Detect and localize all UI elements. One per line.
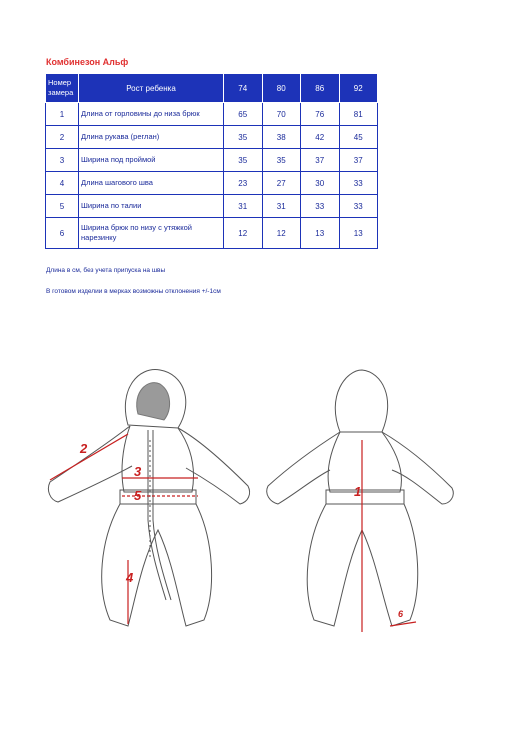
- row-value: 13: [301, 218, 340, 249]
- row-number: 1: [46, 103, 79, 126]
- row-parameter: Длина от горловины до низа брюк: [79, 103, 224, 126]
- diagram-label-3: 3: [134, 464, 142, 479]
- row-value: 35: [224, 149, 263, 172]
- row-parameter: Длина шагового шва: [79, 172, 224, 195]
- product-title: Комбинезон Альф: [46, 57, 129, 67]
- row-value: 33: [339, 195, 378, 218]
- diagram-label-4: 4: [126, 570, 134, 585]
- row-value: 65: [224, 103, 263, 126]
- row-number: 6: [46, 218, 79, 249]
- row-value: 27: [262, 172, 301, 195]
- row-value: 76: [301, 103, 340, 126]
- diagram-label-1: 1: [354, 484, 362, 499]
- row-value: 31: [224, 195, 263, 218]
- table-row: [46, 172, 378, 195]
- header-measurement-number: Номер замера: [46, 74, 79, 103]
- row-value: 42: [301, 126, 340, 149]
- row-value: 37: [301, 149, 340, 172]
- row-value: 38: [262, 126, 301, 149]
- row-value: 12: [262, 218, 301, 249]
- diagram-label-6: 6: [398, 609, 404, 619]
- row-parameter: Ширина под проймой: [79, 149, 224, 172]
- row-value: 35: [224, 126, 263, 149]
- row-parameter: Ширина брюк по низу с утяжкой нарезинку: [79, 218, 224, 249]
- row-value: 33: [339, 172, 378, 195]
- row-value: 12: [224, 218, 263, 249]
- header-height: Рост ребенка: [79, 74, 224, 103]
- diagram-label-2: 2: [80, 441, 88, 456]
- measure-line-2: [50, 434, 128, 480]
- row-value: 37: [339, 149, 378, 172]
- row-number: 3: [46, 149, 79, 172]
- table-row: [46, 126, 378, 149]
- row-value: 70: [262, 103, 301, 126]
- row-value: 31: [262, 195, 301, 218]
- row-value: 23: [224, 172, 263, 195]
- header-size-80: 80: [262, 74, 301, 103]
- table-row: [46, 103, 378, 126]
- row-value: 13: [339, 218, 378, 249]
- table-row: [46, 195, 378, 218]
- row-value: 81: [339, 103, 378, 126]
- row-parameter: Длина рукава (реглан): [79, 126, 224, 149]
- row-value: 45: [339, 126, 378, 149]
- units-note: Длина в см, без учета припуска на швы: [46, 267, 166, 274]
- table-row: [46, 149, 378, 172]
- tolerance-note: В готовом изделии в мерках возможны отклонения +/-1см: [46, 288, 221, 295]
- header-size-74: 74: [224, 74, 263, 103]
- row-value: 33: [301, 195, 340, 218]
- header-size-92: 92: [339, 74, 378, 103]
- row-number: 4: [46, 172, 79, 195]
- row-number: 2: [46, 126, 79, 149]
- table-header-row: [46, 74, 378, 103]
- row-parameter: Ширина по талии: [79, 195, 224, 218]
- row-value: 35: [262, 149, 301, 172]
- front-view: [48, 370, 249, 626]
- header-size-86: 86: [301, 74, 340, 103]
- size-table: [45, 73, 378, 249]
- row-number: 5: [46, 195, 79, 218]
- table-row: [46, 218, 378, 249]
- diagram-label-5: 5: [134, 488, 142, 503]
- jumpsuit-sketch: [0, 360, 512, 650]
- row-value: 30: [301, 172, 340, 195]
